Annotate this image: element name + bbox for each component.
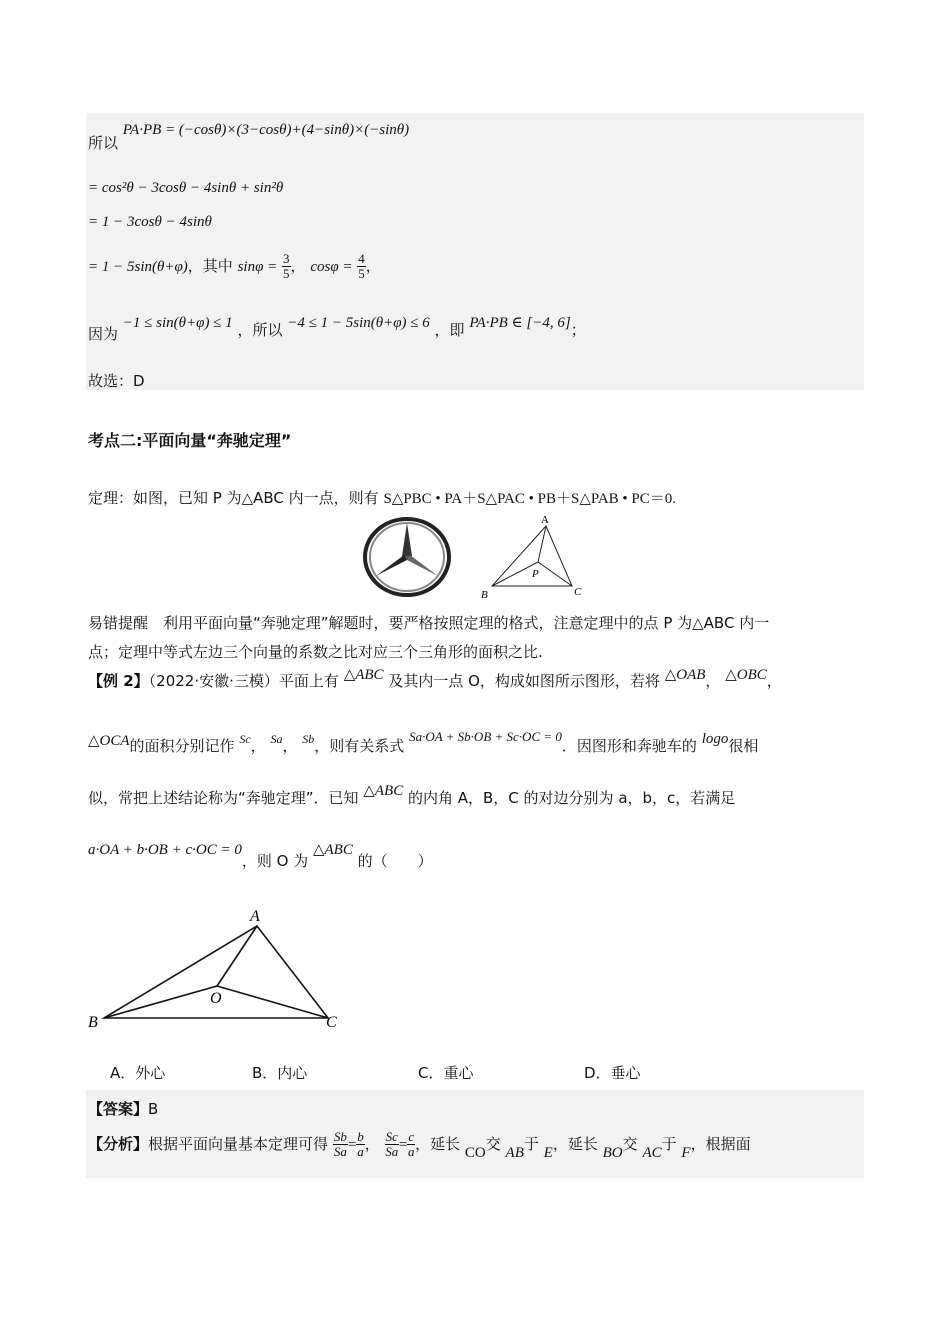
text: 的内角 A，B，C 的对边分别为 a，b，c，若满足	[407, 789, 736, 807]
text: ，则 O 为	[241, 852, 309, 870]
text: ，	[282, 737, 298, 755]
label-b: B	[88, 1014, 98, 1031]
fraction: $\frac{3}{5}$	[283, 251, 290, 281]
text: 似，常把上述结论称为“奔驰定理”．已知	[88, 789, 359, 807]
text: 因为	[88, 325, 119, 343]
formula: △OBC	[725, 667, 767, 683]
formula: △ABC	[343, 667, 384, 683]
label-c: C	[574, 586, 582, 598]
text: 平面上有	[278, 672, 339, 690]
formula: S△PBC • PA＋S△PAC • PB＋S△PAB • PC＝0.	[383, 491, 677, 507]
fraction: $\frac{4}{5}$	[358, 251, 365, 281]
theorem-line	[88, 487, 676, 508]
tip-line-2: 点；定理中等式左边三个向量的系数之比对应三个三角形的面积之比.	[88, 643, 543, 661]
example-source: （2022·安徽·三模）	[148, 672, 279, 690]
formula: cosφ =	[310, 259, 353, 275]
option-c[interactable]: C．重心	[418, 1064, 474, 1082]
label-a: A	[541, 514, 549, 526]
text: ，	[365, 257, 381, 275]
formula: a·OA + b·OB + c·OC = 0	[88, 842, 242, 858]
formula: △OCA	[88, 733, 130, 749]
label-p: P	[532, 568, 539, 580]
formula: Sc	[239, 732, 251, 746]
formula: logo	[701, 731, 729, 747]
answer-label: 【答案】	[88, 1100, 149, 1118]
formula: E	[543, 1145, 553, 1161]
text: ，	[250, 737, 266, 755]
solution-line-1	[88, 118, 410, 152]
answer-line	[88, 1098, 158, 1119]
benz-logo-icon	[362, 514, 456, 598]
formula: Sb	[302, 732, 315, 746]
text: 定理：如图，已知 P 为△ABC 内一点，则有	[88, 489, 379, 507]
label-b: B	[481, 589, 488, 601]
fraction: $\frac{Sc}{Sa}$	[385, 1129, 399, 1159]
answer-value: B	[148, 1100, 159, 1118]
text: 根据平面向量基本定理可得	[148, 1135, 329, 1153]
formula: △ABC	[312, 842, 353, 858]
text: ，即	[434, 321, 465, 339]
example-label: 【例 2】	[88, 672, 149, 690]
fraction: $\frac{c}{a}$	[407, 1129, 415, 1159]
formula: PA·PB ∈ [−4, 6]	[469, 315, 571, 331]
formula: sinφ =	[237, 259, 278, 275]
text: 所以	[88, 134, 119, 152]
formula: △ABC	[363, 783, 404, 799]
text: ，所以	[237, 321, 283, 339]
formula: = 1 − 5sin(θ+φ)	[88, 259, 188, 275]
text: 的面积分别记作	[129, 737, 235, 755]
formula: BO	[602, 1145, 623, 1161]
formula: Sa	[270, 732, 283, 746]
text: ，	[705, 672, 721, 690]
tip-line-1: 易错提醒 利用平面向量“奔驰定理”解题时，要严格按照定理的格式，注意定理中的点 P 为△ABC 内一	[88, 614, 770, 632]
formula: F	[681, 1145, 691, 1161]
formula: −4 ≤ 1 − 5sin(θ+φ) ≤ 6	[287, 315, 430, 331]
example-line-4	[88, 838, 433, 870]
solution-line-2: = cos²θ − 3cosθ − 4sinθ + sin²θ	[88, 180, 284, 196]
formula: −1 ≤ sin(θ+φ) ≤ 1	[122, 315, 233, 331]
text: ；	[570, 321, 586, 339]
analysis-line: 【分析】根据平面向量基本定理可得 $\frac{Sb}{Sa}$ = $\frac{b}{a}$ ， $\frac{Sc}{Sa}$ = $\frac{c}{a}$ ，延长 CO交 AB于 E，延长 BO交 AC于 F，根据面	[88, 1129, 751, 1161]
section-title: 考点二:平面向量“奔驰定理”	[88, 431, 292, 450]
fraction: $\frac{Sb}{Sa}$	[333, 1129, 347, 1159]
formula: AC	[642, 1145, 662, 1161]
example-line-3	[88, 783, 736, 808]
formula: CO	[464, 1145, 486, 1161]
option-a[interactable]: A．外心	[110, 1064, 166, 1082]
solution-line-3: = 1 − 3cosθ − 4sinθ	[88, 214, 212, 230]
fraction: $\frac{b}{a}$	[357, 1129, 364, 1159]
example-line-2	[88, 729, 759, 756]
label-a: A	[250, 908, 260, 925]
solution-line-5	[88, 311, 586, 343]
formula: △OAB	[664, 667, 706, 683]
formula: PA·PB = (−cosθ)×(3−cosθ)+(4−sinθ)×(−sinθ)	[122, 122, 410, 138]
text: 的（ ）	[357, 852, 433, 870]
text: ，其中	[187, 257, 233, 275]
formula: AB	[505, 1145, 524, 1161]
formula: Sa·OA + Sb·OB + Sc·OC = 0	[409, 729, 562, 744]
solution-line-4	[88, 252, 381, 281]
theorem-triangle-figure	[478, 510, 588, 602]
example-triangle-figure	[84, 904, 354, 1034]
label-o: O	[210, 990, 222, 1007]
option-b[interactable]: B．内心	[252, 1064, 308, 1082]
text: ，则有关系式	[314, 737, 405, 755]
text: ，	[766, 672, 782, 690]
analysis-label: 【分析】	[88, 1135, 149, 1153]
label-c: C	[326, 1014, 337, 1031]
text: 很相	[728, 737, 759, 755]
text: ，	[290, 257, 306, 275]
option-d[interactable]: D．垂心	[584, 1064, 641, 1082]
text: ．因图形和奔驰车的	[561, 737, 697, 755]
example-line-1	[88, 667, 782, 691]
answer-line: 故选：D	[88, 372, 145, 390]
text: 及其内一点 O，构成如图所示图形，若将	[388, 672, 660, 690]
